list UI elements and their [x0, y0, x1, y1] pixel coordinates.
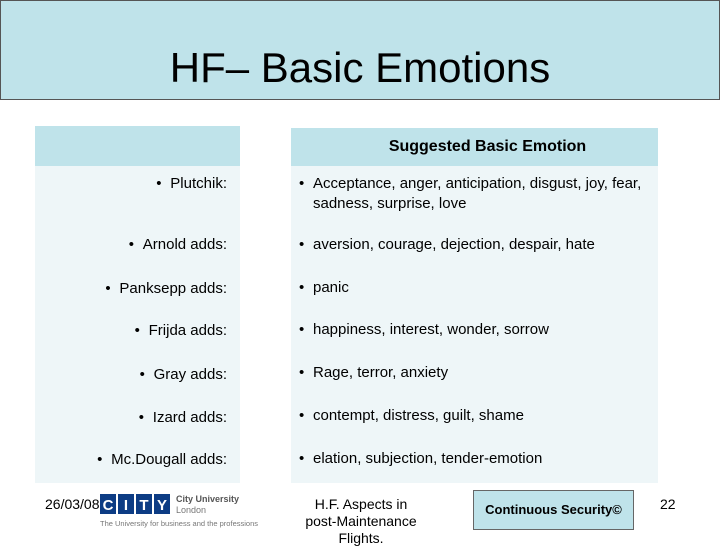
row-emotions	[299, 406, 668, 426]
emotion-list: Rage, terror, anxiety	[313, 364, 449, 381]
bullet: •	[299, 279, 305, 296]
source-label: Izard adds:	[152, 409, 227, 426]
bullet: •	[156, 175, 162, 192]
emotion-list: elation, subjection, tender-emotion	[313, 450, 543, 467]
svg-text:T: T	[139, 497, 149, 514]
source-label: Arnold adds:	[142, 236, 227, 253]
source-label: Mc.Dougall adds:	[111, 451, 227, 468]
source-label: Frijda adds:	[148, 322, 227, 339]
emotion-list: happiness, interest, wonder, sorrow	[313, 321, 549, 338]
row-source	[139, 408, 227, 428]
row-emotions	[299, 363, 668, 383]
bullet: •	[105, 280, 111, 297]
bullet: •	[299, 450, 305, 467]
row-emotions	[299, 174, 668, 214]
svg-text:City University: City University	[176, 494, 240, 504]
svg-text:Y: Y	[156, 497, 168, 514]
source-label: Panksepp adds:	[119, 280, 227, 297]
footer-line-1: H.F. Aspects in	[314, 496, 408, 512]
footer-center-text	[282, 496, 440, 547]
bullet: •	[128, 236, 135, 253]
bullet: •	[299, 175, 305, 192]
continuous-security-label: Continuous Security©	[485, 502, 622, 517]
row-source	[156, 174, 227, 194]
source-label: Gray adds:	[153, 366, 227, 383]
svg-text:London: London	[176, 505, 207, 515]
emotion-list: Acceptance, anger, anticipation, disgust, joy, fear, sadness, surprise, love	[313, 175, 642, 212]
footer-date: 26/03/08	[45, 496, 100, 512]
bullet: •	[299, 407, 305, 424]
table-header: Suggested Basic Emotion	[388, 138, 587, 155]
svg-text:C: C	[102, 497, 114, 514]
bullet: •	[299, 321, 305, 338]
city-university-logo	[100, 492, 280, 532]
row-source	[97, 450, 227, 470]
source-column-header	[35, 126, 240, 166]
bullet: •	[97, 451, 103, 468]
svg-text:The University for business an: The University for business and the professions	[100, 519, 258, 528]
svg-text:I: I	[123, 497, 129, 514]
emotion-list: aversion, courage, dejection, despair, hate	[313, 236, 595, 253]
bullet: •	[299, 364, 305, 381]
emotion-list: contempt, distress, guilt, shame	[313, 407, 524, 424]
bullet: •	[139, 366, 145, 383]
row-source	[140, 365, 227, 385]
page-number: 22	[660, 496, 676, 512]
row-source	[129, 235, 227, 255]
row-emotions	[299, 320, 668, 340]
source-label: Plutchik:	[170, 175, 227, 192]
row-source	[135, 321, 227, 341]
row-emotions	[299, 449, 668, 469]
bullet: •	[299, 236, 305, 253]
bullet: •	[134, 322, 140, 339]
row-emotions	[299, 278, 668, 298]
slide-title: HF– Basic Emotions	[169, 44, 551, 91]
footer-line-2: post-Maintenance Flights.	[305, 513, 417, 546]
row-source	[105, 279, 227, 299]
continuous-security-box	[473, 490, 634, 530]
bullet: •	[138, 409, 145, 426]
title-bar	[0, 0, 720, 100]
row-emotions	[299, 235, 668, 255]
emotion-list: panic	[313, 279, 349, 296]
